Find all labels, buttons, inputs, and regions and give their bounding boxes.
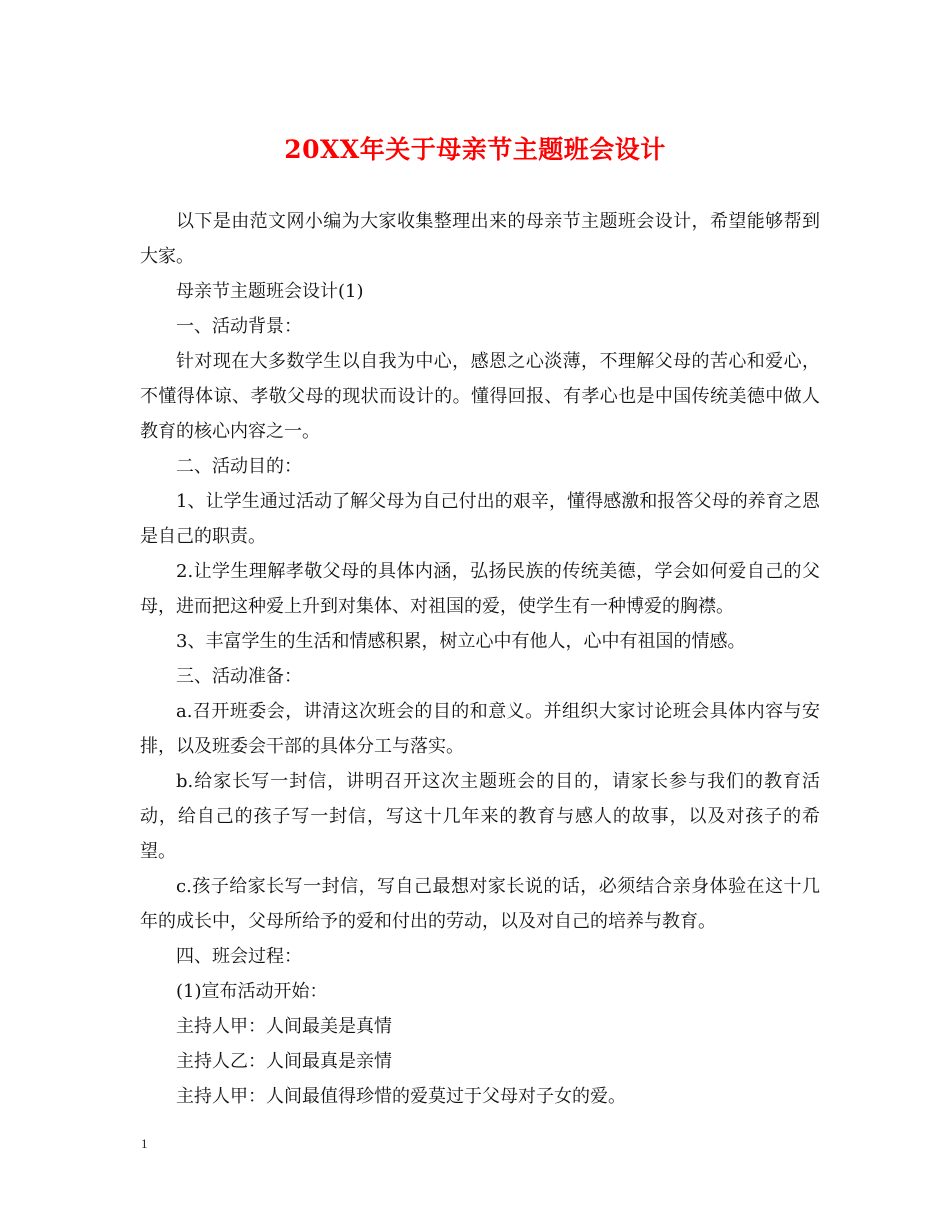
paragraph-subtitle: 母亲节主题班会设计(1) <box>176 281 364 302</box>
heading-activity-purpose: 二、活动目的： <box>176 456 302 477</box>
paragraph-preparation-c: c.孩子给家长写一封信，写自己最想对家长说的话，必须结合亲身体验在这十几年的成长中，父母所给予的爱和付出的劳动，以及对自己的培养与教育。 <box>140 876 820 932</box>
paragraph-host-a-2: 主持人甲：人间最值得珍惜的爱莫过于父母对子女的爱。 <box>176 1086 626 1107</box>
paragraph-announce-start: (1)宣布活动开始： <box>176 981 328 1002</box>
heading-activity-preparation: 三、活动准备： <box>176 666 302 687</box>
paragraph-purpose-1: 1、让学生通过活动了解父母为自己付出的艰辛，懂得感激和报答父母的养育之恩是自己的职责。 <box>140 491 820 547</box>
paragraph-host-b-1: 主持人乙：人间最真是亲情 <box>176 1051 392 1072</box>
heading-class-meeting-process: 四、班会过程： <box>176 946 302 967</box>
paragraph-purpose-3: 3、丰富学生的生活和情感积累，树立心中有他人，心中有祖国的情感。 <box>176 631 746 652</box>
document-body <box>140 204 820 1114</box>
heading-activity-background: 一、活动背景： <box>176 316 302 337</box>
paragraph-preparation-a: a.召开班委会，讲清这次班会的目的和意义。并组织大家讨论班会具体内容与安排，以及班委会干部的具体分工与落实。 <box>140 701 820 757</box>
paragraph-intro: 以下是由范文网小编为大家收集整理出来的母亲节主题班会设计，希望能够帮到大家。 <box>140 211 820 267</box>
document-title: 20XX年关于母亲节主题班会设计 <box>284 135 666 164</box>
paragraph-purpose-2: 2.让学生理解孝敬父母的具体内涵，弘扬民族的传统美德，学会如何爱自己的父母，进而把这种爱上升到对集体、对祖国的爱，使学生有一种博爱的胸襟。 <box>140 561 820 617</box>
page-number: 1 <box>141 1136 148 1151</box>
paragraph-preparation-b: b.给家长写一封信，讲明召开这次主题班会的目的，请家长参与我们的教育活动，给自己的孩子写一封信，写这十几年来的教育与感人的故事，以及对孩子的希望。 <box>140 771 820 862</box>
paragraph-background: 针对现在大多数学生以自我为中心，感恩之心淡薄，不理解父母的苦心和爱心，不懂得体谅、孝敬父母的现状而设计的。懂得回报、有孝心也是中国传统美德中做人教育的核心内容之一。 <box>140 351 820 442</box>
paragraph-host-a-1: 主持人甲：人间最美是真情 <box>176 1016 392 1037</box>
